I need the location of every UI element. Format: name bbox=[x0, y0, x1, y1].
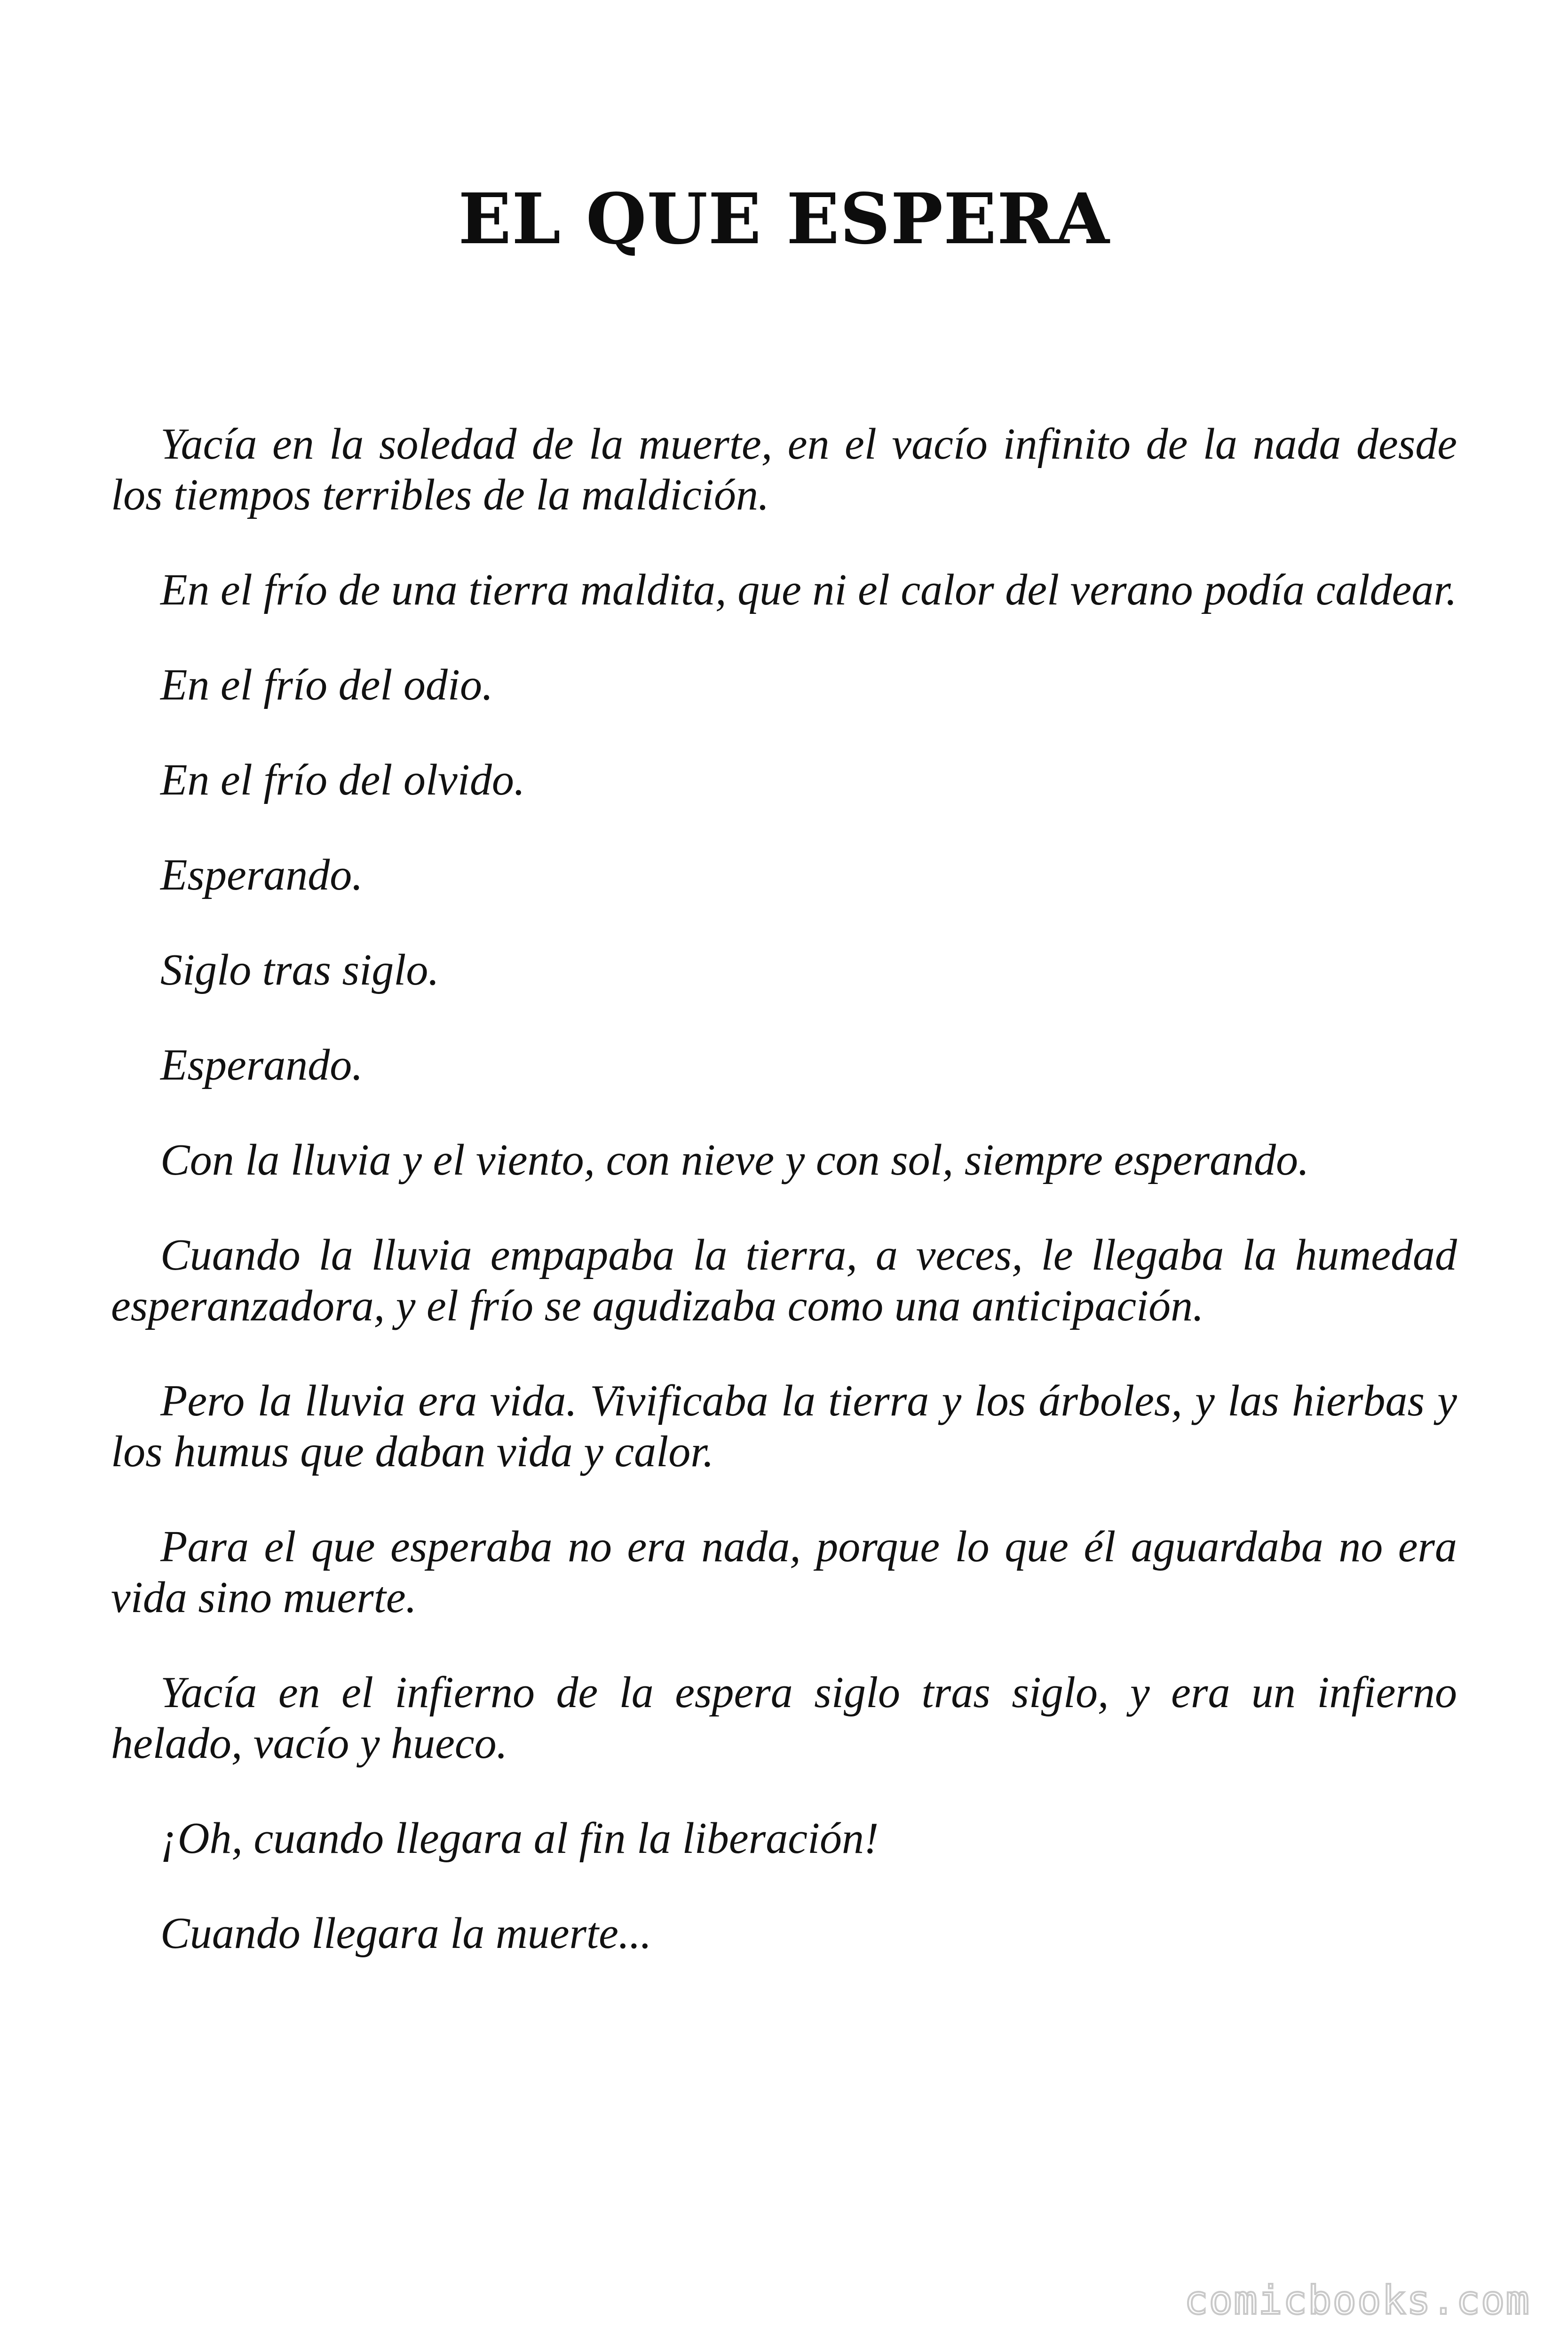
paragraph: Esperando. bbox=[160, 1041, 363, 1089]
chapter-title: EL QUE ESPERA bbox=[458, 178, 1110, 260]
paragraph: En el frío del olvido. bbox=[160, 755, 525, 804]
paragraph: Con la lluvia y el viento, con nieve y con sol, siempre esperando. bbox=[160, 1136, 1309, 1184]
paragraph: Cuando la lluvia empapaba la tierra, a veces, le llegaba la humedad esperanzadora, y el frío se agudizaba como una anticipación. bbox=[111, 1231, 1457, 1330]
paragraph: Pero la lluvia era vida. Vivificaba la tierra y los árboles, y las hierbas y los humus que daban vida y calor. bbox=[111, 1376, 1457, 1476]
paragraph: Yacía en el infierno de la espera siglo tras siglo, y era un infierno helado, vacío y hueco. bbox=[111, 1668, 1457, 1768]
watermark: comicbooks.com bbox=[1184, 2277, 1530, 2323]
paragraph: En el frío del odio. bbox=[160, 660, 493, 709]
chapter-body bbox=[111, 419, 1457, 2003]
paragraph: Esperando. bbox=[160, 850, 363, 899]
paragraph: Yacía en la soledad de la muerte, en el vacío infinito de la nada desde los tiempos terribles de la maldición. bbox=[111, 420, 1457, 519]
paragraph: Siglo tras siglo. bbox=[160, 946, 439, 994]
paragraph: ¡Oh, cuando llegara al fin la liberación! bbox=[160, 1814, 879, 1863]
paragraph: Para el que esperaba no era nada, porque lo que él aguardaba no era vida sino muerte. bbox=[111, 1522, 1457, 1622]
paragraph: Cuando llegara la muerte... bbox=[160, 1909, 652, 1958]
paragraph: En el frío de una tierra maldita, que ni el calor del verano podía caldear. bbox=[160, 565, 1457, 614]
